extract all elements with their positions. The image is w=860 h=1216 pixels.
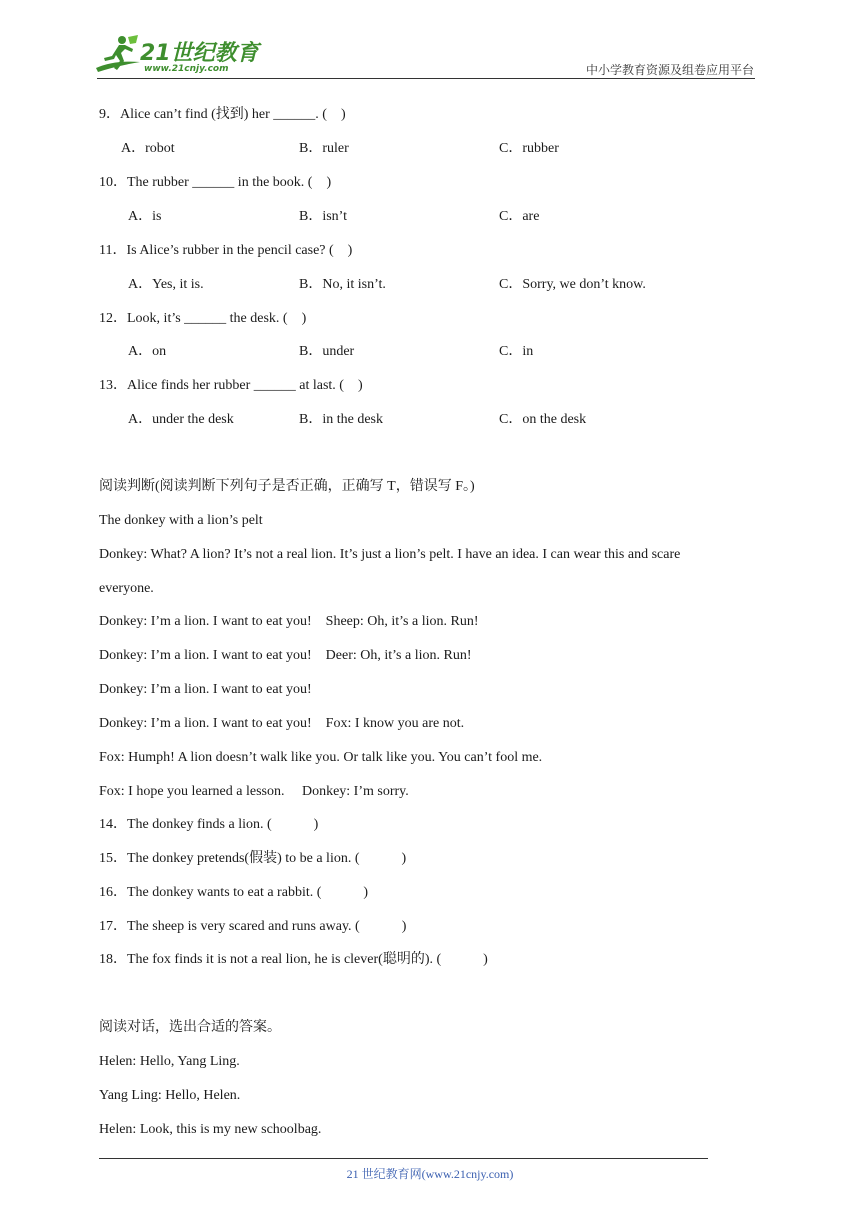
site-logo xyxy=(92,34,262,78)
footer-link[interactable]: 21 世纪教育网(www.21cnjy.com) xyxy=(346,1167,514,1181)
option-c: C．on the desk xyxy=(499,412,587,427)
passage-line: Fox: Humph! A lion doesn’t walk like you. Or talk like you. You can’t fool me. xyxy=(99,750,543,765)
running-figure-icon xyxy=(92,34,142,78)
dialogue-line: Helen: Look, this is my new schoolbag. xyxy=(99,1122,322,1137)
header-divider xyxy=(97,78,755,79)
option-b: B．No, it isn’t. xyxy=(299,277,386,292)
option-a: A．robot xyxy=(121,141,175,156)
option-a: A．Yes, it is. xyxy=(128,277,204,292)
option-c: C．in xyxy=(499,344,534,359)
option-b: B．isn’t xyxy=(299,209,347,224)
passage-line: Donkey: What? A lion? It’s not a real lion. It’s just a lion’s pelt. I have an idea. I can wear this and scare xyxy=(99,547,681,562)
question-10: 10．The rubber ______ in the book. ( ) xyxy=(99,175,332,190)
question-16: 16．The donkey wants to eat a rabbit. ( ) xyxy=(99,885,369,900)
question-11: 11．Is Alice’s rubber in the pencil case? ( ) xyxy=(99,243,353,258)
passage-line: Donkey: I’m a lion. I want to eat you! Sheep: Oh, it’s a lion. Run! xyxy=(99,614,479,629)
passage-line: Donkey: I’m a lion. I want to eat you! Deer: Oh, it’s a lion. Run! xyxy=(99,648,472,663)
section-instruction: 阅读判断(阅读判断下列句子是否正确，正确写 T，错误写 F。) xyxy=(99,479,475,494)
question-15: 15．The donkey pretends(假装) to be a lion. ( ) xyxy=(99,851,407,866)
dialogue-line: Yang Ling: Hello, Helen. xyxy=(99,1088,241,1103)
question-13: 13．Alice finds her rubber ______ at last. ( ) xyxy=(99,378,363,393)
question-18: 18．The fox finds it is not a real lion, he is clever(聪明的). ( ) xyxy=(99,952,488,967)
option-b: B．ruler xyxy=(299,141,349,156)
dialogue-line: Helen: Hello, Yang Ling. xyxy=(99,1054,240,1069)
question-14: 14．The donkey finds a lion. ( ) xyxy=(99,817,319,832)
option-b: B．under xyxy=(299,344,355,359)
option-c: C．Sorry, we don’t know. xyxy=(499,277,646,292)
option-b: B．in the desk xyxy=(299,412,383,427)
option-a: A．is xyxy=(128,209,162,224)
passage-line: Fox: I hope you learned a lesson. Donkey: I’m sorry. xyxy=(99,784,409,799)
question-17: 17．The sheep is very scared and runs away. ( ) xyxy=(99,919,407,934)
option-a: A．on xyxy=(128,344,167,359)
logo-wordmark: 21世纪教育 xyxy=(140,41,259,66)
option-c: C．are xyxy=(499,209,540,224)
footer-divider xyxy=(99,1158,708,1159)
passage-line: everyone. xyxy=(99,581,154,596)
option-a: A．under the desk xyxy=(128,412,234,427)
section-instruction: 阅读对话，选出合适的答案。 xyxy=(99,1020,281,1035)
passage-line: Donkey: I’m a lion. I want to eat you! Fox: I know you are not. xyxy=(99,716,465,731)
question-9: 9．Alice can’t find (找到) her ______. ( ) xyxy=(99,107,346,122)
passage-title: The donkey with a lion’s pelt xyxy=(99,513,263,528)
question-12: 12．Look, it’s ______ the desk. ( ) xyxy=(99,311,307,326)
logo-url: www.21cnjy.com xyxy=(144,64,229,74)
page-header xyxy=(0,0,860,80)
option-c: C．rubber xyxy=(499,141,559,156)
passage-line: Donkey: I’m a lion. I want to eat you! xyxy=(99,682,312,697)
platform-name: 中小学教育资源及组卷应用平台 xyxy=(585,63,754,77)
